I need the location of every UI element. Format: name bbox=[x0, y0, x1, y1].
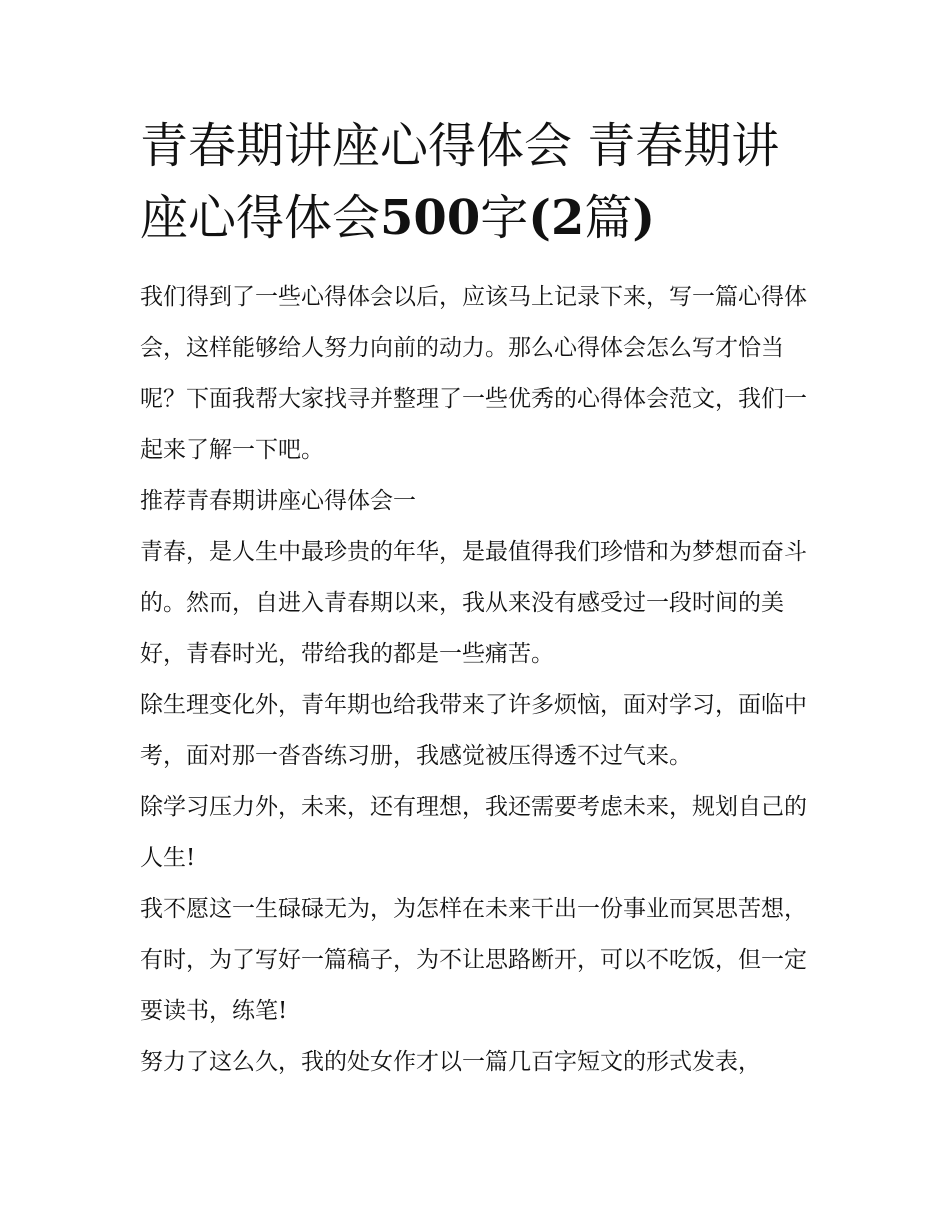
document-page bbox=[140, 110, 820, 1088]
title-line-2f: ) bbox=[632, 190, 656, 246]
title-line-1: 青春期讲座心得体会 青春期讲 bbox=[140, 118, 780, 174]
title-line-2c: 字 bbox=[480, 190, 529, 246]
title-line-2a: 座心得体会 bbox=[140, 190, 381, 246]
title-line-2e: 篇 bbox=[584, 190, 633, 246]
paragraph-worries: 除生理变化外，青年期也给我带来了许多烦恼，面对学习，面临中考，面对那一沓沓练习册，我感觉被压得透不过气来。 bbox=[140, 692, 807, 769]
paragraph-youth: 青春，是人生中最珍贵的年华，是最值得我们珍惜和为梦想而奋斗的。然而，自进入青春期以来，我从来没有感受过一段时间的美好，青春时光，带给我的都是一些痛苦。 bbox=[140, 539, 807, 667]
paragraph-first-work: 努力了这么久，我的处女作才以一篇几百字短文的形式发表， bbox=[140, 1049, 761, 1075]
paragraph-future: 除学习压力外，未来，还有理想，我还需要考虑未来，规划自己的人生! bbox=[140, 794, 807, 871]
paragraph-effort: 我不愿这一生碌碌无为，为怎样在未来干出一份事业而冥思苦想，有时，为了写好一篇稿子，为不让思路断开，可以不吃饭，但一定要读书，练笔! bbox=[140, 896, 807, 1024]
title-line-2d: (2 bbox=[528, 190, 585, 246]
document-title bbox=[140, 110, 820, 254]
section-heading: 推荐青春期讲座心得体会一 bbox=[140, 488, 416, 514]
paragraph-intro: 我们得到了一些心得体会以后，应该马上记录下来，写一篇心得体会，这样能够给人努力向前的动力。那么心得体会怎么写才恰当呢？下面我帮大家找寻并整理了一些优秀的心得体会范文，我们一起来了解一下吧。 bbox=[140, 284, 807, 463]
title-line-2b: 500 bbox=[380, 190, 481, 246]
